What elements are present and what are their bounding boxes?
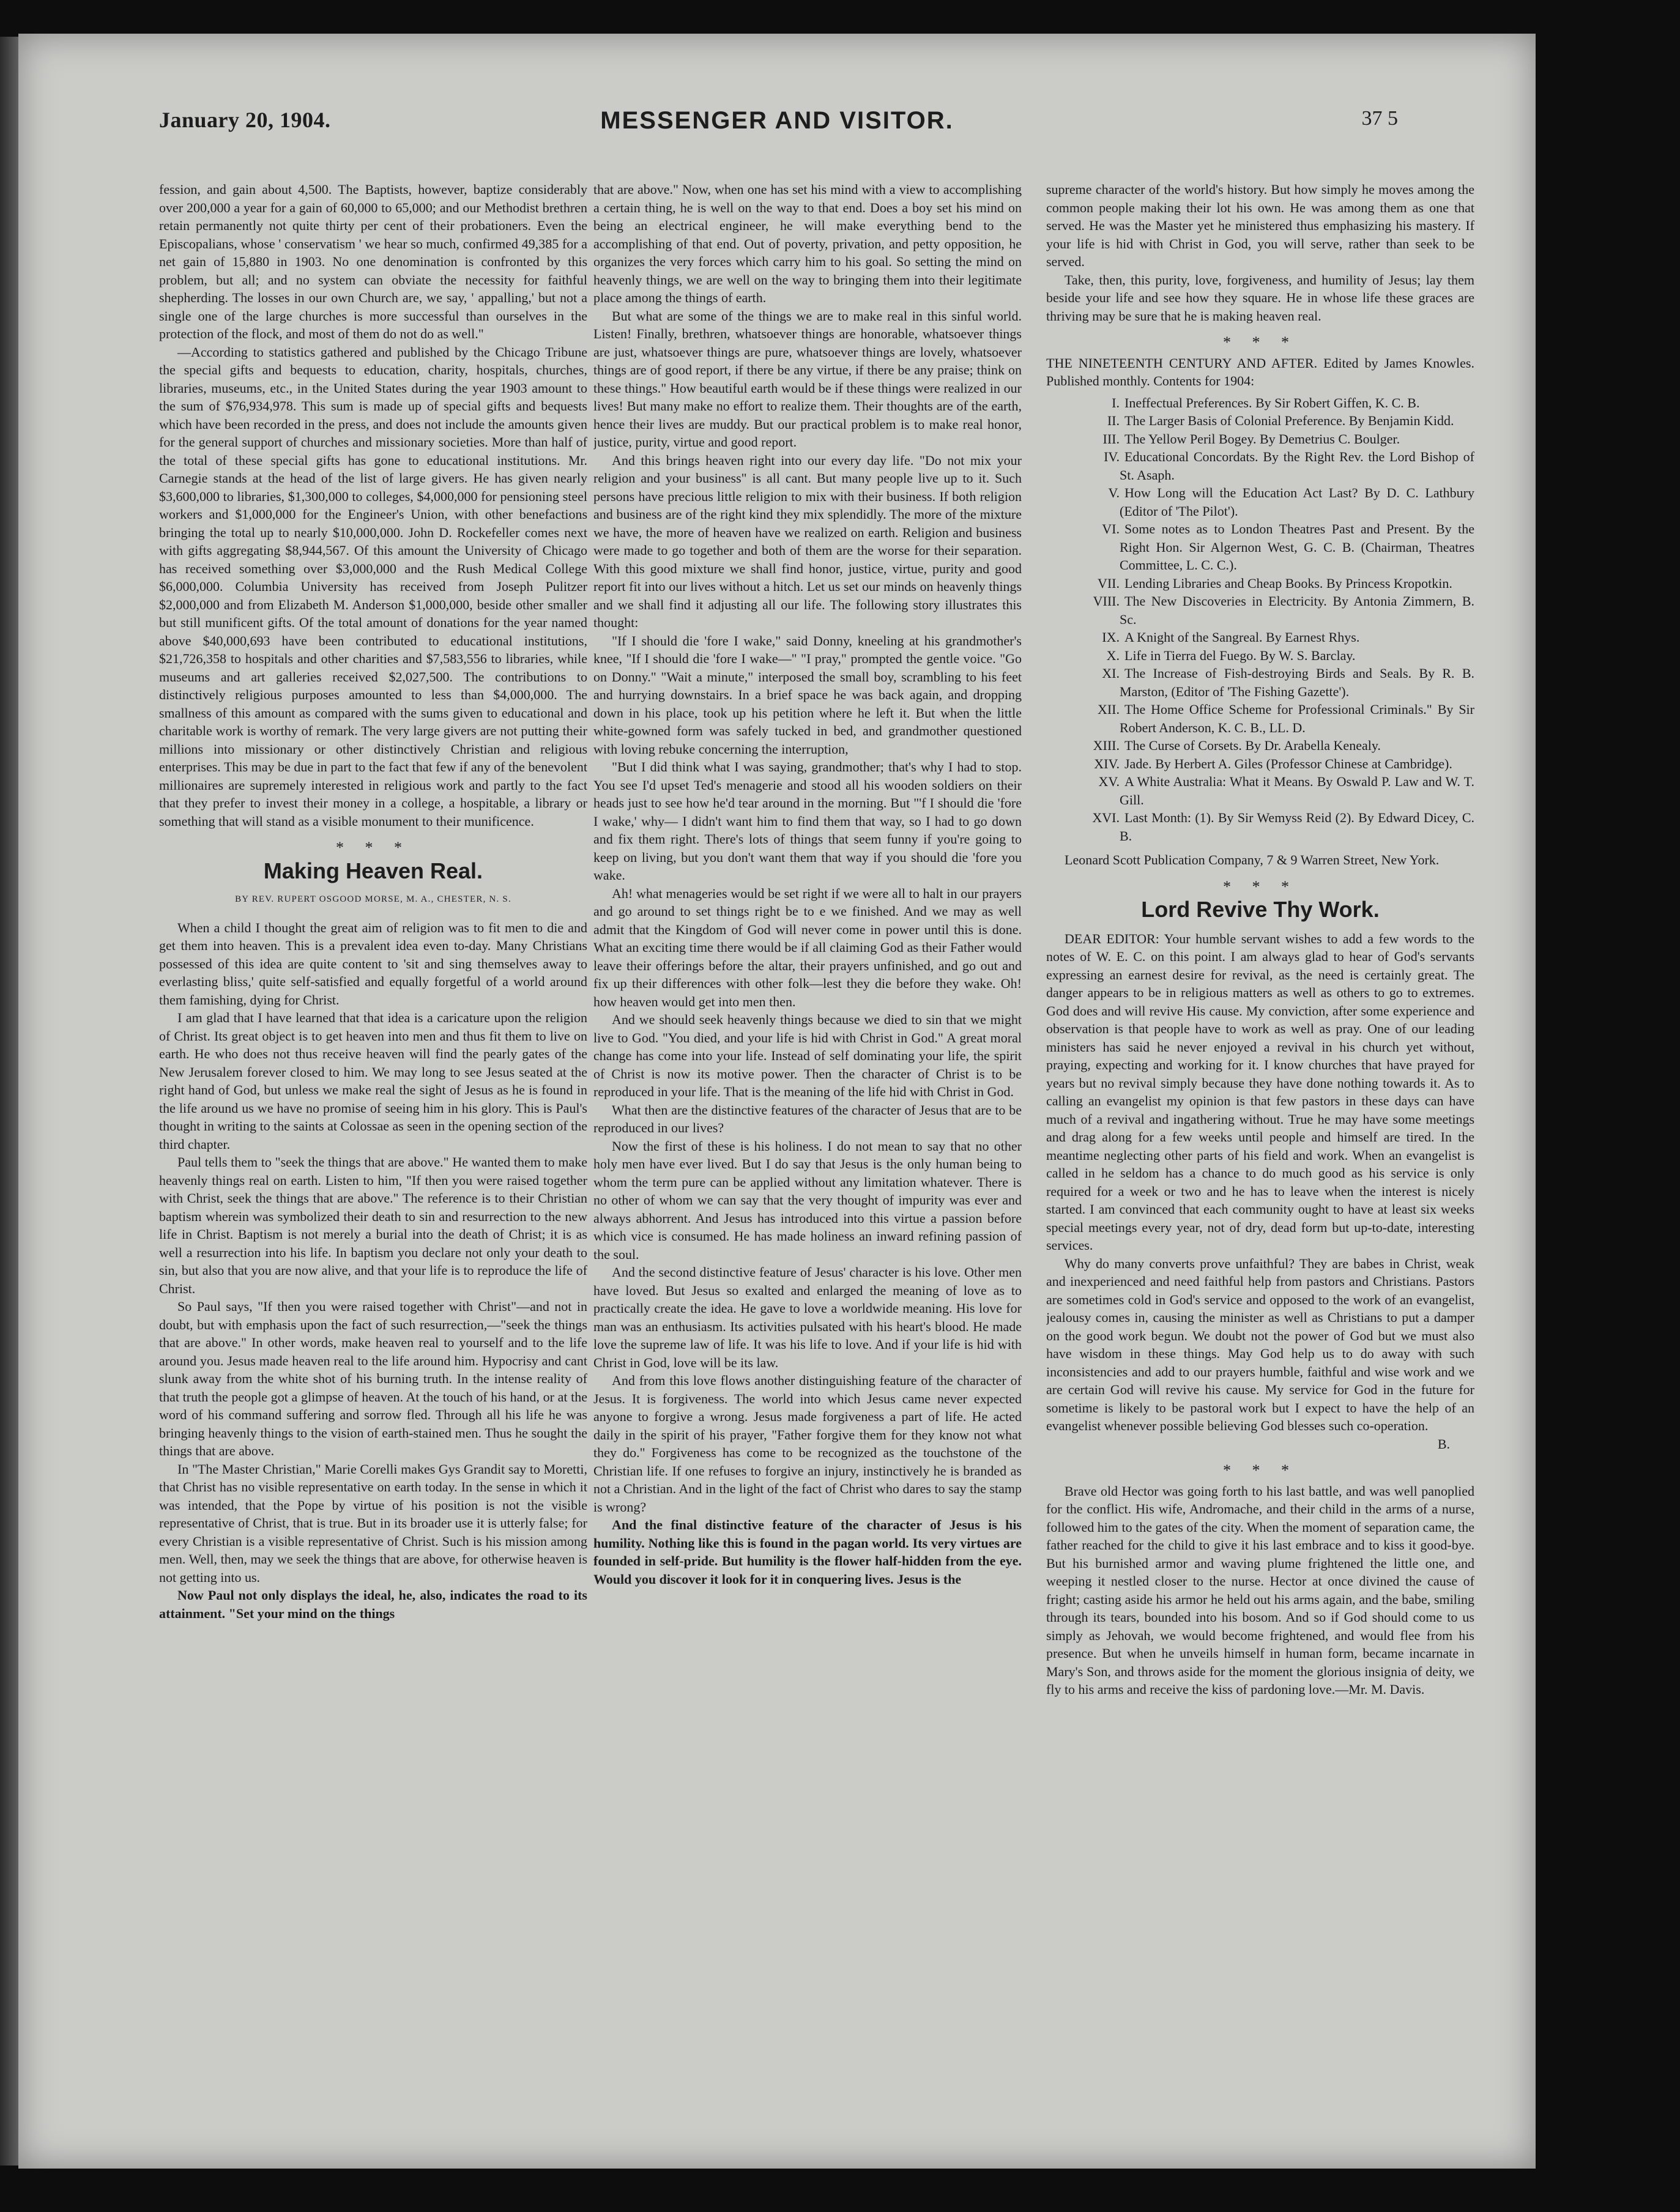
- contents-item-number: V.: [1108, 485, 1120, 500]
- newspaper-page: [18, 34, 1536, 2169]
- contents-item-text: Life in Tierra del Fuego. By W. S. Barclay.: [1124, 647, 1356, 663]
- contents-item: [1046, 574, 1474, 593]
- paragraph: Paul tells them to "seek the things that are above." He wanted them to make heavenly things real on earth. Listen to him, "If then you were raised together with Christ, seek the things that are above." The reference is to their Christian baptism wherein was symbolized their death to sin and resurrection to the new life in Christ. Baptism is not merely a burial into the death of Christ; it is as well a resurrection into his life. In baptism you declare not only your death to sin, but also that you are now alive, and that your life is to reproduce the life of Christ.: [159, 1154, 587, 1296]
- page-number: 37 5: [1361, 107, 1398, 130]
- contents-item: [1046, 520, 1474, 574]
- paragraph: And the final distinctive feature of the character of Jesus is his humility. Nothing like this is found in the pagan world. Its very virtues are founded in self-pride. But humility is the flower half-hidden from the eye. Would you discover it look for it in conquering lives. Jesus is the: [593, 1517, 1022, 1587]
- paragraph: When a child I thought the great aim of religion was to fit men to die and get them into heaven. This is a prevalent idea even to-day. Many Christians possessed of this idea are quite content to 'sit and sing themselves away to everlasting bliss,' quite self-satisfied and equally forgetful of a world around them famishing, dying for Christ.: [159, 919, 587, 1008]
- column-3: [1046, 180, 1474, 2120]
- contents-item-text: The New Discoveries in Electricity. By Antonia Zimmern, B. Sc.: [1120, 593, 1474, 627]
- paragraph: Why do many converts prove unfaithful? They are babes in Christ, weak and inexperienced and need faithful help from pastors and Christians. Pastors are sometimes cold in God's service and opposed to the work of an evangelist, jealousy comes in, causing the minister as well as Christians to put a damper on the good work begun. We doubt not the power of God but we must also have wisdom in these things. May God help us to do away with such inconsistencies and add to our prayers humble, faithful and wise work and we are certain God will revive his cause. My service for God in the future for sometime is likely to be pastoral work but I expect to have the help of an evangelist whenever possible believing God blesses such co-operation.: [1046, 1255, 1474, 1433]
- paragraph: that are above." Now, when one has set his mind with a view to accomplishing a certain thing, he is well on the way to that end. Does a boy set his mind on being an electrical engineer, he will make everything bend to the accomplishing of that end. Out of poverty, privation, and petty opposition, he organizes the very forces which carry him to his goal. So setting the mind on heavenly things, we are well on the way to bringing them into their legitimate place among the things of earth.: [593, 182, 1022, 305]
- contents-item-text: Last Month: (1). By Sir Wemyss Reid (2). By Edward Dicey, C. B.: [1120, 810, 1474, 844]
- issue-date: January 20, 1904.: [159, 108, 331, 132]
- newspaper-title: MESSENGER AND VISITOR.: [600, 107, 954, 134]
- contents-item: [1046, 737, 1474, 755]
- paragraph: What then are the distinctive features of the character of Jesus that are to be reproduced in our lives?: [593, 1102, 1022, 1135]
- contents-item-text: How Long will the Education Act Last? By D. C. Lathbury (Editor of 'The Pilot').: [1120, 485, 1474, 519]
- contents-item-text: The Increase of Fish-destroying Birds and Seals. By R. B. Marston, (Editor of 'The Fishing Gazette').: [1120, 666, 1474, 699]
- contents-item-text: Ineffectual Preferences. By Sir Robert Giffen, K. C. B.: [1124, 395, 1420, 410]
- contents-item-number: XI.: [1102, 666, 1120, 681]
- paragraph: "But I did think what I was saying, grandmother; that's why I had to stop. You see I'd upset Ted's menagerie and stood all his wooden soldiers on their heads just to see how he'd tear around in the morning. But "'f I should die 'fore I wake,' why— I didn't want him to find them that way, so I had to go down and fix them right. There's lots of things that seem funny if you're going to keep on living, but you don't want them that way if you should die 'fore you wake.: [593, 759, 1022, 883]
- contents-item-text: The Larger Basis of Colonial Preference. By Benjamin Kidd.: [1124, 413, 1454, 428]
- paragraph: "If I should die 'fore I wake," said Donny, kneeling at his grandmother's knee, "If I should die 'fore I wake—" "I pray," prompted the gentle voice. "Go on Donny." "Wait a minute," interposed the small boy, scrambling to his feet and hurrying downstairs. In a brief space he was back again, and dropping down in his place, took up his petition where he left it. But when the little white-gowned form was safely tucked in bed, and grandmother questioned with loving rebuke concerning the interruption,: [593, 633, 1022, 757]
- contents-item-number: IV.: [1104, 449, 1120, 464]
- contents-item-number: X.: [1106, 647, 1120, 663]
- article-byline: BY REV. RUPERT OSGOOD MORSE, M. A., CHESTER, N. S.: [235, 894, 511, 904]
- contents-item-text: The Home Office Scheme for Professional Criminals." By Sir Robert Anderson, K. C. B., LL. D.: [1120, 702, 1474, 735]
- contents-item: [1046, 412, 1474, 430]
- section-divider: * * *: [1223, 1461, 1298, 1479]
- contents-item-text: Jade. By Herbert A. Giles (Professor Chinese at Cambridge).: [1124, 755, 1452, 771]
- paragraph: Brave old Hector was going forth to his last battle, and was well panoplied for the conflict. His wife, Andromache, and their child in the arms of a nurse, followed him to the gates of the city. When the moment of separation came, the father reached for the child to give it his last embrace and to kiss it good-bye. But his burnished armor and waving plume frightened the little one, and weeping it nestled closer to the nurse. Hector at once divined the cause of fright; casting aside his armor he held out his arms again, and the babe, smiling through its tears, bounded into his bosom. And so if God should come to us simply as Jehovah, we would become frightened, and would flee from his presence. But when he unveils himself in human form, became incarnate in Mary's Son, and throws aside for the moment the glorious insignia of deity, we fly to his arms and receive the kiss of pardoning love.—Mr. M. Davis.: [1046, 1483, 1474, 1697]
- contents-item: [1046, 700, 1474, 737]
- contents-item: [1046, 484, 1474, 520]
- section-divider: * * *: [1223, 333, 1298, 351]
- paragraph: And the second distinctive feature of Jesus' character is his love. Other men have loved. But Jesus so exalted and enlarged the meaning of love as to practically create the idea. He gave to love a worldwide meaning. His love for man was an enthusiasm. Its activities pulsated with his heart's blood. He made love the supreme law of life. It was his life to love. And if your life is hid with Christ in God, love will be its law.: [593, 1264, 1022, 1370]
- paragraph: But what are some of the things we are to make real in this sinful world. Listen! Finally, brethren, whatsoever things are honorable, whatsoever things are just, whatsoever things are pure, whatsoever things are lovely, whatsoever things are of good report, if there be any virtue, if there be any praise; think on these things." How beautiful earth would be if these things were realized in our lives! But many make no effort to realize them. Their thoughts are of the earth, hence their lives are muddy. But our practical problem is to make real honor, justice, purity, virtue and good report.: [593, 308, 1022, 450]
- publisher-line: Leonard Scott Publication Company, 7 & 9 Warren Street, New York.: [1065, 852, 1440, 867]
- contents-list: [1046, 394, 1474, 845]
- contents-item-number: VI.: [1102, 521, 1120, 536]
- paragraph: DEAR EDITOR: Your humble servant wishes to add a few words to the notes of W. E. C. on this point. I am always glad to hear of God's servants expressing an earnest desire for revival, as the need is certainly great. The danger appears to be in religious matters as well as others to go to extremes. God does and will revive His cause. My conviction, after some experience and observation is that people have to work as well as pray. One of our leading ministers has said he never enjoyed a revival in his church yet without, praying, expecting and working for it. I know churches that have prayed for years but no revival simply because they have done nothing towards it. As to calling an evangelist my opinion is that few pastors in these days can have much of a revival and ingathering without. True he may have some meetings and drag along for a few weeks until people and himself are tired. In the meantime neglecting other parts of his field and work. When an evangelist is called in he seldom has a chance to do much good as his service is only required for a week or two and he has to leave when the interest is nicely started. I am convinced that each community ought to have at least six weeks special meetings every year, not of dry, dead form but up-to-date, interesting services.: [1046, 930, 1474, 1253]
- contents-item-text: Educational Concordats. By the Right Rev. the Lord Bishop of St. Asaph.: [1120, 449, 1474, 483]
- contents-item: [1046, 430, 1474, 448]
- contents-item-number: III.: [1102, 431, 1120, 447]
- review-intro: THE NINETEENTH CENTURY AND AFTER. Edited by James Knowles. Published monthly. Contents for 1904:: [1046, 355, 1474, 388]
- contents-item: [1046, 448, 1474, 484]
- paragraph: And this brings heaven right into our every day life. "Do not mix your religion and your business" is all cant. But many people live up to it. Such persons have precious little religion to mix with their business. If both religion and business are of the right kind they mix splendidly. The more of the mixture we have, the more of heaven have we realized on earth. Religion and business were made to go together and both of them are the worse for their separation. With this good mixture we shall find honor, justice, virtue, purity and good report fit into our lives without a hitch. Let us set our minds on heavenly things and we shall find it adjusting all our life. The following story illustrates this thought:: [593, 452, 1022, 630]
- contents-item-number: II.: [1107, 413, 1120, 428]
- contents-item-text: The Curse of Corsets. By Dr. Arabella Kenealy.: [1124, 738, 1381, 753]
- contents-item-number: XV.: [1098, 774, 1120, 789]
- article-title: Making Heaven Real.: [263, 858, 483, 883]
- paragraph: So Paul says, "If then you were raised together with Christ"—and not in doubt, but with emphasis upon the fact of such resurrection,—"seek the things that are above." In other words, make heaven real to yourself and to the life around you. Jesus made heaven real to the life around him. Hypocrisy and cant slunk away from the white shot of his burning truth. In the intense reality of that truth the people got a glimpse of heaven. At the touch of his hand, or at the word of his command suffering and sorrow fled. Through all his life he was bringing heavenly things to the vision of earth-stained men. Thus he sought the things that are above.: [159, 1299, 587, 1458]
- contents-item-number: XIII.: [1093, 738, 1120, 753]
- section-divider: * * *: [336, 839, 411, 856]
- contents-item: [1046, 755, 1474, 773]
- section-divider: * * *: [1223, 877, 1298, 896]
- contents-item: [1046, 394, 1474, 412]
- paragraph: In "The Master Christian," Marie Corelli makes Gys Grandit say to Moretti, that Christ has no visible representative on earth today. In the sense in which it was intended, that the Pope by virtue of his position is not the visible representative of Christ, that is true. But in its broader use it is utterly false; for every Christian is a visible representative of Christ. Such is his mission among men. Well, then, may we seek the things that are above, for otherwise heaven is not getting into us.: [159, 1461, 587, 1585]
- contents-item-text: Some notes as to London Theatres Past and Present. By the Right Hon. Sir Algernon West, G. C. B. (Chairman, Theatres Committee, L. C. C.).: [1120, 521, 1474, 573]
- paragraph: Ah! what menageries would be set right if we were all to halt in our prayers and go around to set things right be to e we finished. And we may as well admit that the Kingdom of God will never come in power until this is done. What an exciting time there would be if all claiming God as their Father would leave their offerings before the altar, their prayers unfinished, and go out and fix up their differences with other folk—lest they die before they wake. Oh! how heaven would get into men then.: [593, 885, 1022, 1009]
- contents-item: [1046, 647, 1474, 665]
- contents-item-text: A White Australia: What it Means. By Oswald P. Law and W. T. Gill.: [1120, 774, 1474, 807]
- contents-item-text: The Yellow Peril Bogey. By Demetrius C. Boulger.: [1124, 431, 1400, 447]
- paragraph: Now the first of these is his holiness. I do not mean to say that no other holy men have ever lived. But I do say that Jesus is the only human being to whom the term pure can be applied without any limitation whatever. There is no other of whom we can say that the very thought of impurity was ever and always abhorrent. And Jesus has introduced into this virtue a passion before which vice is consumed. He has made holiness an inward refining passion of the soul.: [593, 1138, 1022, 1262]
- contents-item-number: XII.: [1097, 702, 1120, 717]
- contents-item-number: I.: [1112, 395, 1120, 410]
- contents-item-text: Lending Libraries and Cheap Books. By Princess Kropotkin.: [1124, 575, 1452, 591]
- contents-item-number: XIV.: [1094, 755, 1120, 771]
- contents-item-number: VIII.: [1093, 593, 1120, 609]
- paragraph: Take, then, this purity, love, forgiveness, and humility of Jesus; lay them beside your life and see how they square. He in whose life these graces are thriving may be sure that he is making heaven real.: [1046, 272, 1474, 324]
- paragraph: I am glad that I have learned that that idea is a caricature upon the religion of Christ. Its great object is to get heaven into men and thus fit them to live on earth. He who does not thus receive heaven will find the pearly gates of the New Jerusalem forever closed to him. We may long to see Jesus seated at the right hand of God, but unless we make real the sight of Jesus as he is found in the life around us we have no promise of seeing him in his glory. This is Paul's thought in writing to the saints at Colossae as seen in the opening section of the third chapter.: [159, 1010, 587, 1152]
- contents-item-number: XVI.: [1092, 810, 1120, 825]
- contents-item-text: A Knight of the Sangreal. By Earnest Rhys.: [1124, 629, 1360, 645]
- contents-item-number: VII.: [1097, 575, 1120, 591]
- column-2: [593, 180, 1022, 2120]
- letter-signoff: B.: [1437, 1436, 1450, 1452]
- contents-item-number: IX.: [1102, 629, 1120, 645]
- paragraph: —According to statistics gathered and published by the Chicago Tribune the special gifts and bequests to education, charity, hospitals, churches, libraries, museums, etc., in the United States during the year 1903 amount to the sum of $76,934,978. This sum is made up of special gifts and bequests which have been recorded in the press, and does not include the amounts given for the general support of churches and missionary societies. More than half of the total of these special gifts has gone to educational institutions. Mr. Carnegie stands at the head of the list of large givers. He has given nearly $3,600,000 to libraries, $1,300,000 to colleges, $4,000,000 for pensioning steel workers and $1,000,000 for the Engineer's Union, with other benefactions bringing the total up to nearly $10,000,000. John D. Rockefeller comes next with gifts aggregating $8,944,567. Of this amount the University of Chicago has received something over $3,000,000 and the Rush Medical College $6,000,000. Columbia University has received from Joseph Pulitzer $2,000,000 and from Elizabeth M. Anderson $1,000,000, beside other smaller but still munificent gifts. Of the total amount of donations for the year named above $40,000,693 have been contributed to educational institutions, $21,726,358 to hospitals and other charities and $7,583,556 to libraries, while museums and art galleries received $2,027,500. The contributions to distinctively religious purposes amounted to less than $4,000,000. The smallness of this amount as compared with the sums given to educational and charitable work is worthy of remark. The very large givers are not putting their millions into missionary or other distinctively Christian and religious enterprises. This may be due in part to the fact that few if any of the benevolent millionaires are supremely interested in religious work and partly to the fact that they prefer to invest their money in a college, a hospitable, a library or something that will stand as a visible monument to their munificence.: [159, 344, 587, 829]
- masthead: [18, 107, 1536, 150]
- paragraph: supreme character of the world's history. But how simply he moves among the common people making their lot his own. He was among them as one that served. He was the Master yet he ministered thus emphasizing his mastery. If your life is hid with Christ in God, you will serve, rather than seek to be served.: [1046, 182, 1474, 269]
- column-1: [159, 180, 587, 2120]
- article-title: Lord Revive Thy Work.: [1141, 897, 1380, 922]
- paragraph: Now Paul not only displays the ideal, he, also, indicates the road to its attainment. "Set your mind on the things: [159, 1587, 587, 1621]
- paragraph: fession, and gain about 4,500. The Baptists, however, baptize considerably over 200,000 a year for a gain of 60,000 to 65,000; and our Methodist brethren retain permanently not quite thirty per cent of their probationers. Even the Episcopalians, whose ' conservatism ' we hear so much, confirmed 49,385 for a net gain of 15,880 in 1903. No one denomination is confronted by this problem, but all; and no system can obviate the necessity for faithful shepherding. The losses in our own Church are, we say, ' appalling,' but not a single one of the large churches is more successful than ourselves in the protection of the flock, and most of them do not do as well.": [159, 182, 587, 341]
- contents-item: [1046, 773, 1474, 809]
- contents-item: [1046, 628, 1474, 647]
- paragraph: And we should seek heavenly things because we died to sin that we might live to God. "You died, and your life is hid with Christ in God." A great moral change has come into your life. Instead of self dominating your life, the spirit of Christ is now its motive power. Then the character of Christ is to be reproduced in your life. That is the meaning of the life hid with Christ in God.: [593, 1012, 1022, 1099]
- paragraph: And from this love flows another distinguishing feature of the character of Jesus. It is forgiveness. The world into which Jesus came never expected anyone to forgive a wrong. Jesus made forgiveness a part of life. He acted daily in the spirit of his prayer, "Father forgive them for they know not what they do." Forgiveness has come to be recognized as the touchstone of the Christian life. If one refuses to forgive an injury, instinctively he is branded as not a Christian. And in the light of the fact of Christ who dares to say the stamp is wrong?: [593, 1373, 1022, 1515]
- contents-item: [1046, 809, 1474, 845]
- contents-item: [1046, 592, 1474, 628]
- contents-item: [1046, 664, 1474, 700]
